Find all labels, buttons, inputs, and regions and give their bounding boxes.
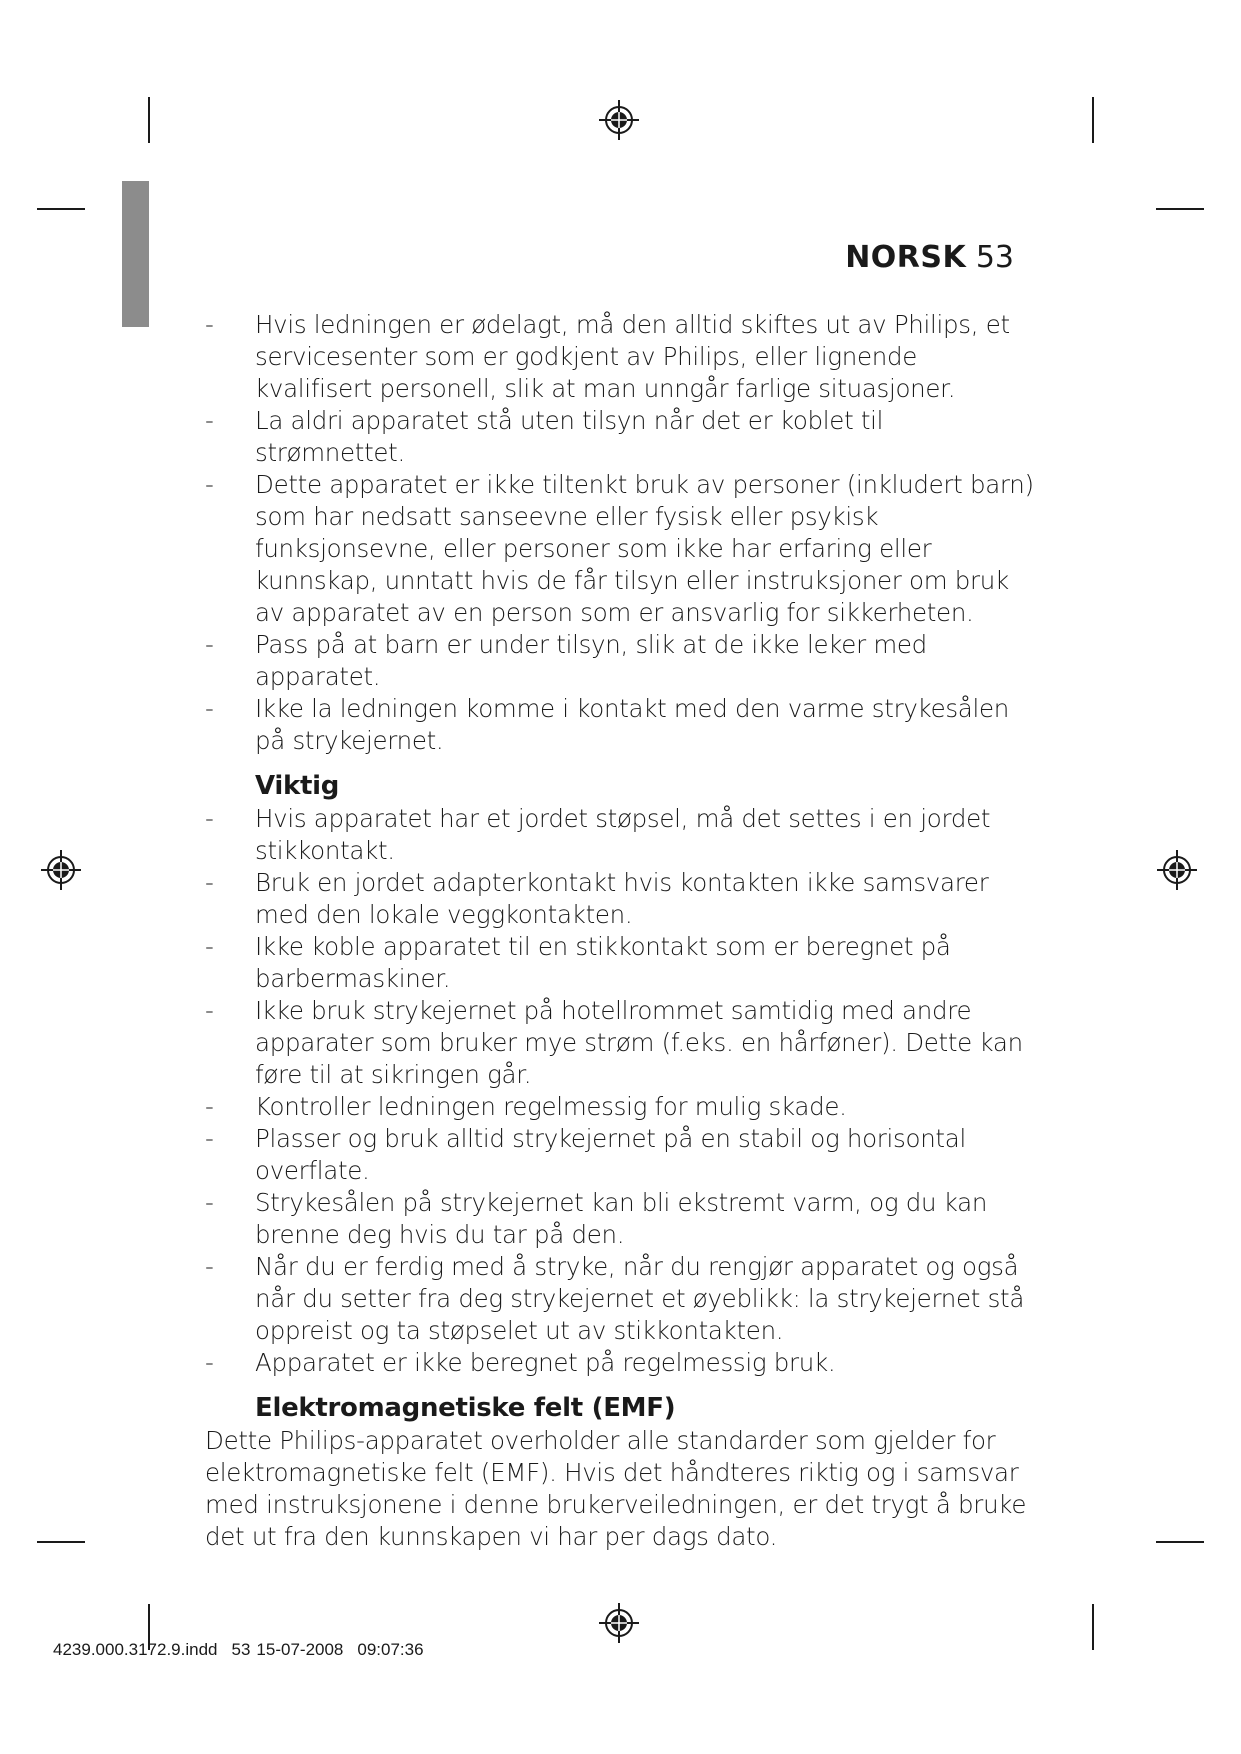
list-item: - Ikke bruk strykejernet på hotellrommet samtidig med andre apparater som bruker mye strøm (f.eks. en hårføner). Dette kan føre til at sikringen går. [205,995,1035,1091]
emf-heading: Elektromagnetiske felt (EMF) [255,1393,676,1423]
registration-mark-bottom-icon [599,1603,639,1643]
important-list [205,803,1035,1379]
page-number: 53 [975,240,1014,275]
safety-list [205,309,1035,757]
section-thumb-tab [122,181,149,327]
list-item: - Strykesålen på strykejernet kan bli ekstremt varm, og du kan brenne deg hvis du tar på den. [205,1187,1035,1251]
file-name: 4239.000.3172.9.indd [53,1640,218,1659]
print-slug [53,1640,438,1660]
crop-mark-top-right-vertical [1092,97,1094,143]
list-item: - Ikke la ledningen komme i kontakt med den varme strykesålen på strykejernet. [205,693,1035,757]
registration-mark-top-icon [599,100,639,140]
list-item: - Dette apparatet er ikke tiltenkt bruk av personer (inkludert barn) som har nedsatt sanseevne eller fysisk eller psykisk funksjonsevne, eller personer som ikke har erfaring eller kunnskap, unntatt hvis de får tilsyn eller instruksjoner om bruk av apparatet av en person som er ansvarlig for sikkerheten. [205,469,1035,629]
print-time: 09:07:36 [357,1640,424,1659]
crop-mark-top-right-horizontal [1156,208,1204,210]
list-item: - Når du er ferdig med å stryke, når du rengjør apparatet og også når du setter fra deg strykejernet et øyeblikk: la strykejernet stå oppreist og ta støpselet ut av stikkontakten. [205,1251,1035,1347]
list-item: - Bruk en jordet adapterkontakt hvis kontakten ikke samsvarer med den lokale veggkontakten. [205,867,1035,931]
list-item: - Ikke koble apparatet til en stikkontakt som er beregnet på barbermaskiner. [205,931,1035,995]
crop-mark-top-left-vertical [148,97,150,143]
list-item: - Hvis ledningen er ødelagt, må den alltid skiftes ut av Philips, et servicesenter som er godkjent av Philips, eller lignende kvalifisert personell, slik at man unngår farlige situasjoner. [205,309,1035,405]
important-heading: Viktig [255,771,340,801]
list-item: - Pass på at barn er under tilsyn, slik at de ikke leker med apparatet. [205,629,1035,693]
footer-page-number: 53 [231,1640,251,1659]
list-item: - Kontroller ledningen regelmessig for mulig skade. [205,1091,1035,1123]
page-content [205,309,1035,1553]
crop-mark-bottom-right-vertical [1092,1604,1094,1650]
list-item: - Apparatet er ikke beregnet på regelmessig bruk. [205,1347,1035,1379]
list-item: - Plasser og bruk alltid strykejernet på en stabil og horisontal overflate. [205,1123,1035,1187]
crop-mark-bottom-right-horizontal [1156,1541,1204,1543]
crop-mark-bottom-left-horizontal [37,1541,85,1543]
print-date: 15-07-2008 [256,1640,344,1659]
language-heading: NORSK [845,240,967,275]
page-header [845,240,1014,275]
crop-mark-top-left-horizontal [37,208,85,210]
registration-mark-left-icon [41,850,81,890]
registration-mark-right-icon [1157,850,1197,890]
list-item: - Hvis apparatet har et jordet støpsel, må det settes i en jordet stikkontakt. [205,803,1035,867]
emf-paragraph: Dette Philips-apparatet overholder alle standarder som gjelder for elektromagnetiske felt (EMF). Hvis det håndteres riktig og i samsvar med instruksjonene i denne brukerveiledningen, er det trygt å bruke det ut fra den kunnskapen vi har per dags dato. [205,1426,1027,1551]
list-item: - La aldri apparatet stå uten tilsyn når det er koblet til strømnettet. [205,405,1035,469]
